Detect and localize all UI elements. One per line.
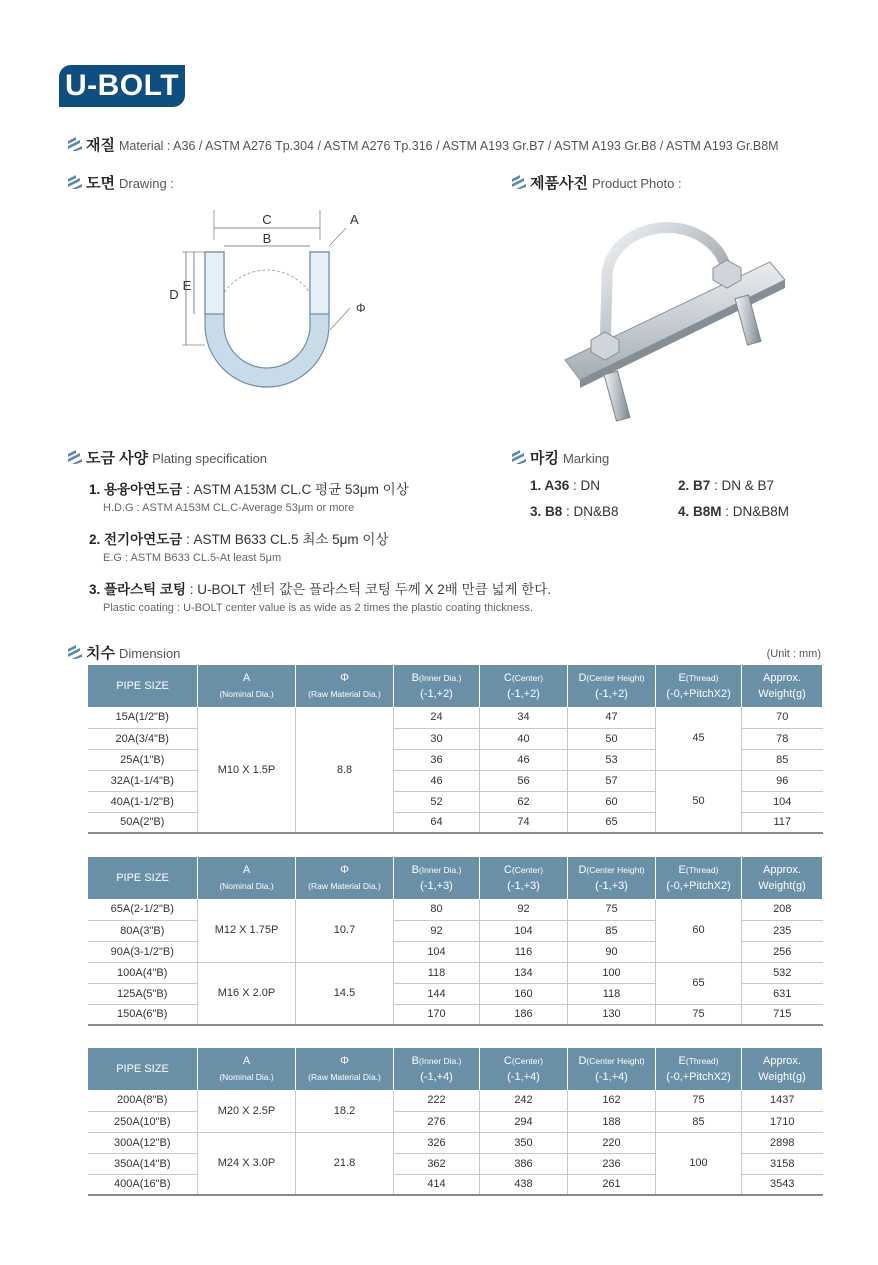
marking-label: 마킹: [530, 450, 559, 467]
table-row: [88, 962, 823, 983]
cell-c: 62: [480, 791, 568, 812]
cell-d: 60: [568, 791, 656, 812]
plating-item-sub: E.G : ASTM B633 CL.5-At least 5μm: [103, 552, 282, 564]
cell-a: M12 X 1.75P: [198, 899, 296, 962]
cell-e: 50: [656, 770, 742, 833]
u-bolt-product-photo: [555, 200, 795, 425]
cell-d: 220: [568, 1132, 656, 1153]
col-c: C(Center) (-1,+3): [480, 857, 568, 899]
marking-code: 1. A36: [530, 478, 570, 493]
plating-item-title: 1. 용융아연도금: [89, 482, 183, 497]
cell-c: 294: [480, 1111, 568, 1132]
marking-value: : DN&B8: [562, 504, 619, 519]
cell-phi: 18.2: [296, 1090, 394, 1132]
cell-d: 236: [568, 1153, 656, 1174]
col-a: A (Nominal Dia.): [198, 1048, 296, 1090]
col-d: D(Center Height) (-1,+3): [568, 857, 656, 899]
table-header-row: [88, 665, 823, 707]
cell-e: 65: [656, 962, 742, 1004]
cell-pipe: 100A(4"B): [88, 962, 198, 983]
table-row: [88, 1090, 823, 1111]
cell-pipe: 25A(1"B): [88, 749, 198, 770]
cell-a: M20 X 2.5P: [198, 1090, 296, 1132]
plating-label: 도금 사양: [86, 450, 149, 467]
marking-code: 4. B8M: [678, 504, 722, 519]
col-e: E(Thread) (-0,+PitchX2): [656, 1048, 742, 1090]
cell-c: 438: [480, 1174, 568, 1195]
cell-c: 74: [480, 812, 568, 833]
marking-code: 3. B8: [530, 504, 563, 519]
cell-d: 100: [568, 962, 656, 983]
cell-b: 414: [394, 1174, 480, 1195]
marking-code: 2. B7: [678, 478, 711, 493]
section-mark-icon: [512, 175, 526, 189]
cell-b: 46: [394, 770, 480, 791]
cell-pipe: 32A(1-1/4"B): [88, 770, 198, 791]
section-mark-icon: [68, 137, 82, 151]
u-bolt-drawing: [160, 200, 390, 410]
cell-b: 52: [394, 791, 480, 812]
cell-a: M10 X 1.5P: [198, 707, 296, 833]
cell-pipe: 400A(16"B): [88, 1174, 198, 1195]
cell-e: 75: [656, 1004, 742, 1025]
cell-b: 92: [394, 920, 480, 941]
cell-e: 85: [656, 1111, 742, 1132]
cell-b: 326: [394, 1132, 480, 1153]
cell-b: 276: [394, 1111, 480, 1132]
unit-label: (Unit : mm): [766, 648, 821, 660]
cell-b: 64: [394, 812, 480, 833]
cell-e: 45: [656, 707, 742, 770]
cell-weight: 1437: [742, 1090, 823, 1111]
col-weight: Approx. Weight(g): [742, 1048, 823, 1090]
col-phi: Φ (Raw Material Dia.): [296, 857, 394, 899]
table-header-row: [88, 1048, 823, 1090]
table-row: [88, 899, 823, 920]
cell-weight: 3158: [742, 1153, 823, 1174]
dim-label-phi: Φ: [356, 301, 366, 315]
section-mark-icon: [512, 450, 526, 464]
cell-c: 92: [480, 899, 568, 920]
cell-pipe: 15A(1/2"B): [88, 707, 198, 728]
plating-item-sub: Plastic coating : U-BOLT center value is as wide as 2 times the plastic coating thickness.: [103, 602, 534, 614]
cell-pipe: 200A(8"B): [88, 1090, 198, 1111]
cell-c: 34: [480, 707, 568, 728]
cell-c: 40: [480, 728, 568, 749]
dimension-table-1: [87, 665, 823, 834]
col-c: C(Center) (-1,+4): [480, 1048, 568, 1090]
cell-pipe: 40A(1-1/2"B): [88, 791, 198, 812]
cell-weight: 256: [742, 941, 823, 962]
col-e: E(Thread) (-0,+PitchX2): [656, 665, 742, 707]
photo-label-en: Product Photo :: [591, 176, 682, 191]
table-header-row: [88, 857, 823, 899]
cell-pipe: 50A(2"B): [88, 812, 198, 833]
cell-pipe: 90A(3-1/2"B): [88, 941, 198, 962]
cell-c: 56: [480, 770, 568, 791]
cell-c: 242: [480, 1090, 568, 1111]
col-weight: Approx. Weight(g): [742, 857, 823, 899]
dim-label-a: A: [350, 212, 359, 227]
dimension-table-2: [87, 857, 823, 1026]
dim-label-c: C: [262, 212, 272, 227]
cell-weight: 2898: [742, 1132, 823, 1153]
drawing-section: [68, 172, 174, 193]
cell-d: 50: [568, 728, 656, 749]
cell-phi: 10.7: [296, 899, 394, 962]
cell-phi: 8.8: [296, 707, 394, 833]
photo-section: [512, 172, 682, 193]
cell-b: 144: [394, 983, 480, 1004]
cell-b: 24: [394, 707, 480, 728]
plating-item-sub: H.D.G : ASTM A153M CL.C-Average 53μm or more: [103, 502, 355, 514]
cell-weight: 715: [742, 1004, 823, 1025]
plating-item-text: : U-BOLT 센터 값은 플라스틱 코팅 두께 X 2배 만큼 넓게 한다.: [186, 582, 552, 597]
marking-section: [512, 447, 609, 468]
marking-label-en: Marking: [562, 451, 610, 466]
col-phi: Φ (Raw Material Dia.): [296, 1048, 394, 1090]
material-label: 재질: [86, 137, 115, 154]
cell-weight: 631: [742, 983, 823, 1004]
marking-item: [530, 478, 600, 493]
cell-d: 90: [568, 941, 656, 962]
dimension-label: 치수: [86, 645, 115, 662]
marking-value: : DN: [569, 478, 601, 493]
plating-item: [89, 528, 389, 564]
cell-d: 53: [568, 749, 656, 770]
dimension-label-en: Dimension: [118, 646, 181, 661]
cell-d: 162: [568, 1090, 656, 1111]
cell-a: M24 X 3.0P: [198, 1132, 296, 1195]
cell-weight: 208: [742, 899, 823, 920]
cell-c: 46: [480, 749, 568, 770]
cell-b: 30: [394, 728, 480, 749]
marking-item: [678, 478, 774, 493]
col-a: A (Nominal Dia.): [198, 857, 296, 899]
col-phi: Φ (Raw Material Dia.): [296, 665, 394, 707]
dim-label-d: D: [169, 287, 179, 302]
cell-weight: 1710: [742, 1111, 823, 1132]
plating-label-en: Plating specification: [152, 451, 268, 466]
marking-value: : DN & B7: [710, 478, 775, 493]
cell-d: 118: [568, 983, 656, 1004]
cell-b: 80: [394, 899, 480, 920]
plating-item: [89, 578, 551, 614]
dimension-table-3: [87, 1048, 823, 1196]
col-c: C(Center) (-1,+2): [480, 665, 568, 707]
plating-item-text: : ASTM B633 CL.5 최소 5μm 이상: [182, 532, 389, 547]
dimension-section: [68, 642, 180, 663]
col-b: B(Inner Dia.) (-1,+2): [394, 665, 480, 707]
col-pipe-size: PIPE SIZE: [88, 665, 198, 707]
cell-weight: 104: [742, 791, 823, 812]
cell-pipe: 150A(6"B): [88, 1004, 198, 1025]
plating-item-text: : ASTM A153M CL.C 평균 53μm 이상: [182, 482, 409, 497]
col-a: A (Nominal Dia.): [198, 665, 296, 707]
cell-d: 130: [568, 1004, 656, 1025]
material-text: Material : A36 / ASTM A276 Tp.304 / ASTM A276 Tp.316 / ASTM A193 Gr.B7 / ASTM A193 Gr.B8 / ASTM A193 Gr.B8M: [118, 139, 779, 153]
cell-b: 118: [394, 962, 480, 983]
cell-c: 160: [480, 983, 568, 1004]
col-b: B(Inner Dia.) (-1,+3): [394, 857, 480, 899]
cell-pipe: 65A(2-1/2"B): [88, 899, 198, 920]
dim-label-e: E: [182, 278, 192, 293]
cell-weight: 78: [742, 728, 823, 749]
section-mark-icon: [68, 175, 82, 189]
marking-item: [678, 504, 789, 519]
cell-b: 362: [394, 1153, 480, 1174]
plating-item: [89, 478, 409, 514]
photo-label: 제품사진: [530, 175, 588, 192]
cell-e: 75: [656, 1090, 742, 1111]
cell-a: M16 X 2.0P: [198, 962, 296, 1025]
cell-b: 104: [394, 941, 480, 962]
page-title: U-BOLT: [59, 65, 185, 107]
cell-c: 134: [480, 962, 568, 983]
col-pipe-size: PIPE SIZE: [88, 1048, 198, 1090]
dim-label-b: B: [262, 231, 272, 246]
cell-weight: 235: [742, 920, 823, 941]
cell-d: 65: [568, 812, 656, 833]
plating-item-title: 3. 플라스틱 코팅: [89, 582, 187, 597]
material-section: [68, 134, 779, 155]
cell-pipe: 125A(5"B): [88, 983, 198, 1004]
cell-phi: 21.8: [296, 1132, 394, 1195]
col-e: E(Thread) (-0,+PitchX2): [656, 857, 742, 899]
cell-weight: 117: [742, 812, 823, 833]
cell-b: 170: [394, 1004, 480, 1025]
cell-b: 36: [394, 749, 480, 770]
table-row: [88, 1132, 823, 1153]
table-row: [88, 707, 823, 728]
cell-weight: 3543: [742, 1174, 823, 1195]
cell-pipe: 20A(3/4"B): [88, 728, 198, 749]
section-mark-icon: [68, 450, 82, 464]
cell-d: 57: [568, 770, 656, 791]
cell-e: 60: [656, 899, 742, 962]
marking-value: : DN&B8M: [721, 504, 790, 519]
cell-pipe: 300A(12"B): [88, 1132, 198, 1153]
cell-c: 350: [480, 1132, 568, 1153]
cell-pipe: 250A(10"B): [88, 1111, 198, 1132]
cell-weight: 70: [742, 707, 823, 728]
cell-pipe: 80A(3"B): [88, 920, 198, 941]
cell-d: 47: [568, 707, 656, 728]
cell-c: 116: [480, 941, 568, 962]
cell-d: 75: [568, 899, 656, 920]
col-pipe-size: PIPE SIZE: [88, 857, 198, 899]
cell-d: 261: [568, 1174, 656, 1195]
cell-d: 188: [568, 1111, 656, 1132]
col-d: D(Center Height) (-1,+4): [568, 1048, 656, 1090]
cell-weight: 96: [742, 770, 823, 791]
cell-weight: 532: [742, 962, 823, 983]
marking-item: [530, 504, 619, 519]
cell-c: 186: [480, 1004, 568, 1025]
col-b: B(Inner Dia.) (-1,+4): [394, 1048, 480, 1090]
cell-b: 222: [394, 1090, 480, 1111]
cell-weight: 85: [742, 749, 823, 770]
cell-pipe: 350A(14"B): [88, 1153, 198, 1174]
plating-item-title: 2. 전기아연도금: [89, 532, 183, 547]
drawing-label: 도면: [86, 175, 115, 192]
section-mark-icon: [68, 645, 82, 659]
cell-c: 104: [480, 920, 568, 941]
plating-section: [68, 447, 267, 468]
col-d: D(Center Height) (-1,+2): [568, 665, 656, 707]
cell-e: 100: [656, 1132, 742, 1195]
cell-phi: 14.5: [296, 962, 394, 1025]
cell-c: 386: [480, 1153, 568, 1174]
col-weight: Approx. Weight(g): [742, 665, 823, 707]
cell-d: 85: [568, 920, 656, 941]
drawing-label-en: Drawing :: [118, 176, 174, 191]
